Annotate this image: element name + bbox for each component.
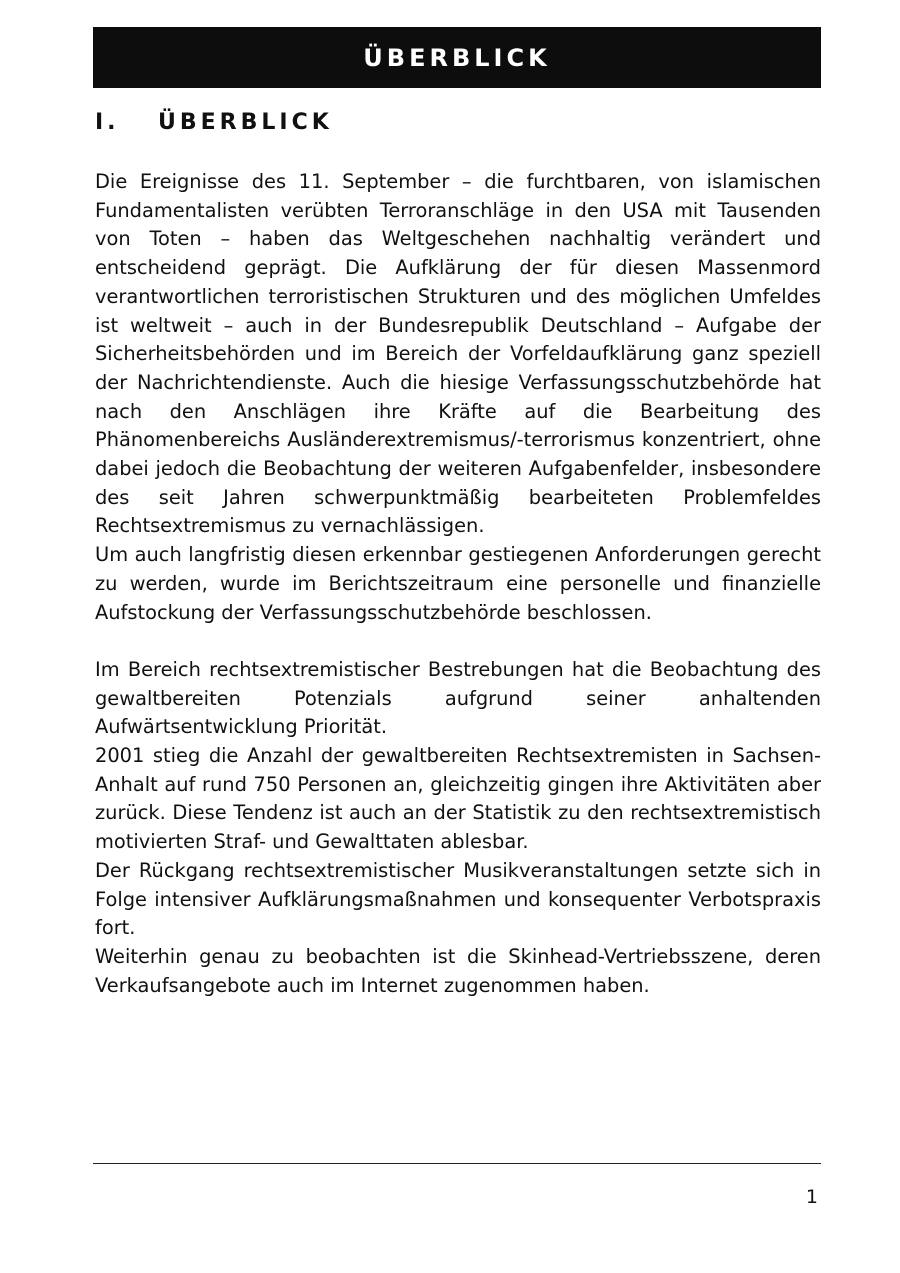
chapter-header-title: ÜBERBLICK <box>363 43 551 72</box>
paragraph: Die Ereignisse des 11. September – die furchtbaren, von islamischen Fundamentalisten verübten Terroranschläge in den USA mit Tausenden von Toten – haben das Weltgeschehen nachhaltig verändert und entscheidend geprägt. Die Aufklärung der für diesen Massenmord verantwortlichen terroristischen Strukturen und des möglichen Umfeldes ist weltweit – auch in der Bundesrepublik Deutschland – Aufgabe der Sicherheitsbehörden und im Bereich der Vorfeldaufklärung ganz speziell der Nachrichtendienste. Auch die hiesige Verfassungsschutzbehörde hat nach den Anschlägen ihre Kräfte auf die Bearbeitung des Phänomenbereichs Ausländerextremismus/-terrorismus konzentriert, ohne dabei jedoch die Beobachtung der weiteren Aufgabenfelder, insbesondere des seit Jahren schwerpunktmäßig bearbeiteten Problemfeldes Rechtsextremismus zu vernachlässigen. <box>95 170 821 538</box>
paragraph: Weiterhin genau zu beobachten ist die Skinhead-Vertriebsszene, deren Verkaufsangebote auch im Internet zugenommen haben. <box>95 944 821 997</box>
paragraph-spacer <box>95 627 821 656</box>
chapter-header-bar <box>93 27 821 88</box>
paragraph: Der Rückgang rechtsextremistischer Musikveranstaltungen setzte sich in Folge intensiver Aufklärungsmaßnahmen und konsequenter Verbotspraxis fort. <box>95 858 821 940</box>
section-heading <box>95 110 333 135</box>
paragraph: Im Bereich rechtsextremistischer Bestrebungen hat die Beobachtung des gewaltbereiten Potenzials aufgrund seiner anhaltenden Aufwärtsentwicklung Priorität. <box>95 657 821 739</box>
section-title: ÜBERBLICK <box>158 110 333 135</box>
paragraph: Um auch langfristig diesen erkennbar gestiegenen Anforderungen gerecht zu werden, wurde im Berichtszeitraum eine personelle und finanzielle Aufstockung der Verfassungsschutzbehörde beschlossen. <box>95 543 821 624</box>
section-number: I. <box>95 110 120 135</box>
footer-divider <box>93 1163 821 1164</box>
body-text <box>95 168 821 1000</box>
paragraph: 2001 stieg die Anzahl der gewaltbereiten Rechtsextremisten in Sachsen-Anhalt auf rund 750 Personen an, gleichzeitig gingen ihre Aktivitäten aber zurück. Diese Tendenz ist auch an der Statistik zu den rechtsextremistisch motivierten Straf- und Gewalttaten ablesbar. <box>95 744 821 854</box>
page-number: 1 <box>805 1186 818 1208</box>
